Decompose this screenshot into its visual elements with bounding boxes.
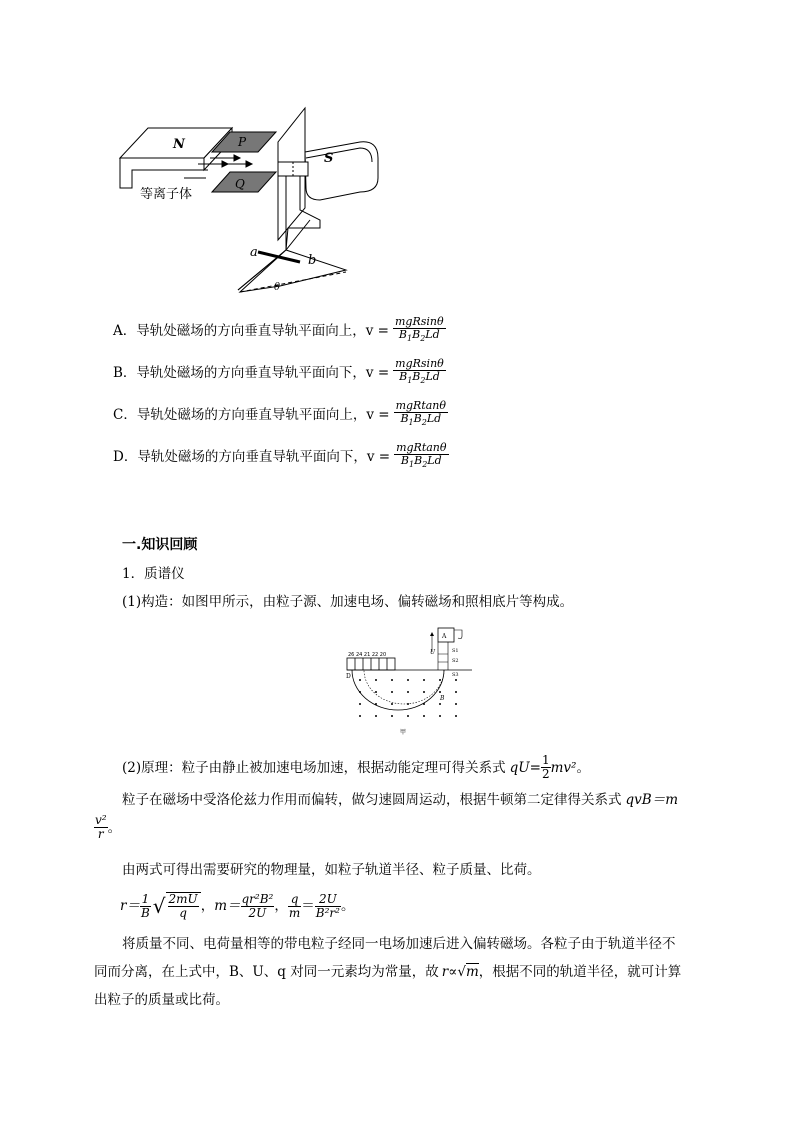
trajectory-outer bbox=[352, 670, 444, 710]
label-theta: θ bbox=[274, 282, 281, 293]
label-s: S bbox=[324, 151, 334, 166]
label-D: D bbox=[346, 673, 351, 680]
s-magnet bbox=[305, 142, 378, 200]
option-d[interactable]: D． 导轨处磁场的方向垂直导轨平面向下，v = $\frac{\text{mgRtanθ}}{B_1B_2Ld}$ bbox=[113, 441, 447, 470]
lorentz-fraction: $\frac{\text{v²}}{r}$ 。 bbox=[95, 813, 122, 841]
label-n: N bbox=[173, 137, 185, 152]
paragraph-construct: (1)构造：如图甲所示，由粒子源、加速电场、偏转磁场和照相底片等构成。 bbox=[122, 594, 574, 610]
label-U: U bbox=[430, 649, 436, 656]
n-magnet-front bbox=[120, 158, 204, 188]
paragraph-final-1: 将质量不同、电荷量相等的带电粒子经同一电场加速后进入偏转磁场。各粒子由于轨道半径不 bbox=[122, 936, 676, 952]
figure-caption: 甲 bbox=[400, 729, 407, 736]
label-S2: S2 bbox=[452, 658, 459, 664]
label-b: b bbox=[308, 253, 317, 268]
section-heading: 一.知识回顾 bbox=[122, 537, 198, 553]
paragraph-final-2: 同而分离，在上式中，B、U、q 对同一元素均为常量，故 r∝√m，根据不同的轨道半径，就可计算 bbox=[94, 964, 682, 980]
option-a[interactable]: A． 导轨处磁场的方向垂直导轨平面向上，v = $\frac{\text{mgRsinθ}}{B_1B_2Ld}$ bbox=[113, 315, 444, 344]
option-b[interactable]: B． 导轨处磁场的方向垂直导轨平面向下，v = $\frac{\text{mgRsinθ}}{B_1B_2Ld}$ bbox=[113, 357, 444, 386]
label-S3: S3 bbox=[452, 672, 459, 678]
formula-line: r＝ $\frac{1}{B}$ √ $\frac{2mU}{q}$ ， m＝ $\frac{\text{qr²B²}}{2U}$ ， $\frac{q}{m}$ ＝ $\frac{2U}{\text{B²r²}}$ 。 bbox=[120, 891, 355, 920]
film-plate bbox=[347, 658, 395, 670]
label-q: Q bbox=[235, 177, 245, 191]
trajectory-inner bbox=[364, 670, 444, 704]
plasma-rail-figure bbox=[110, 100, 390, 300]
paragraph-derive: 由两式可得出需要研究的物理量，如粒子轨道半径、粒子质量、比荷。 bbox=[122, 862, 541, 878]
mass-spectrometer-figure bbox=[344, 622, 474, 740]
label-A: A bbox=[442, 633, 447, 640]
label-S1: S1 bbox=[452, 648, 459, 654]
option-c[interactable]: C． 导轨处磁场的方向垂直导轨平面向上，v = $\frac{\text{mgRtanθ}}{B_1B_2Ld}$ bbox=[113, 399, 447, 428]
label-plasma: 等离子体 bbox=[140, 187, 193, 202]
label-B: B bbox=[440, 695, 445, 702]
paragraph-principle: (2)原理：粒子由静止被加速电场加速，根据动能定理可得关系式 qU = $\frac{1}{2}$ mv² 。 bbox=[122, 753, 590, 781]
paragraph-lorentz: 粒子在磁场中受洛伦兹力作用而偏转，做匀速圆周运动，根据牛顿第二定律得关系式 qvB＝m bbox=[122, 792, 678, 808]
item-heading: 1．质谱仪 bbox=[122, 566, 185, 582]
answer-options bbox=[113, 310, 449, 478]
label-p: P bbox=[238, 135, 247, 149]
connector bbox=[278, 162, 308, 176]
plate-labels: 26 24 21 22 20 bbox=[348, 652, 387, 658]
paragraph-final-3: 出粒子的质量或比荷。 bbox=[94, 992, 229, 1008]
label-a: a bbox=[250, 245, 258, 260]
